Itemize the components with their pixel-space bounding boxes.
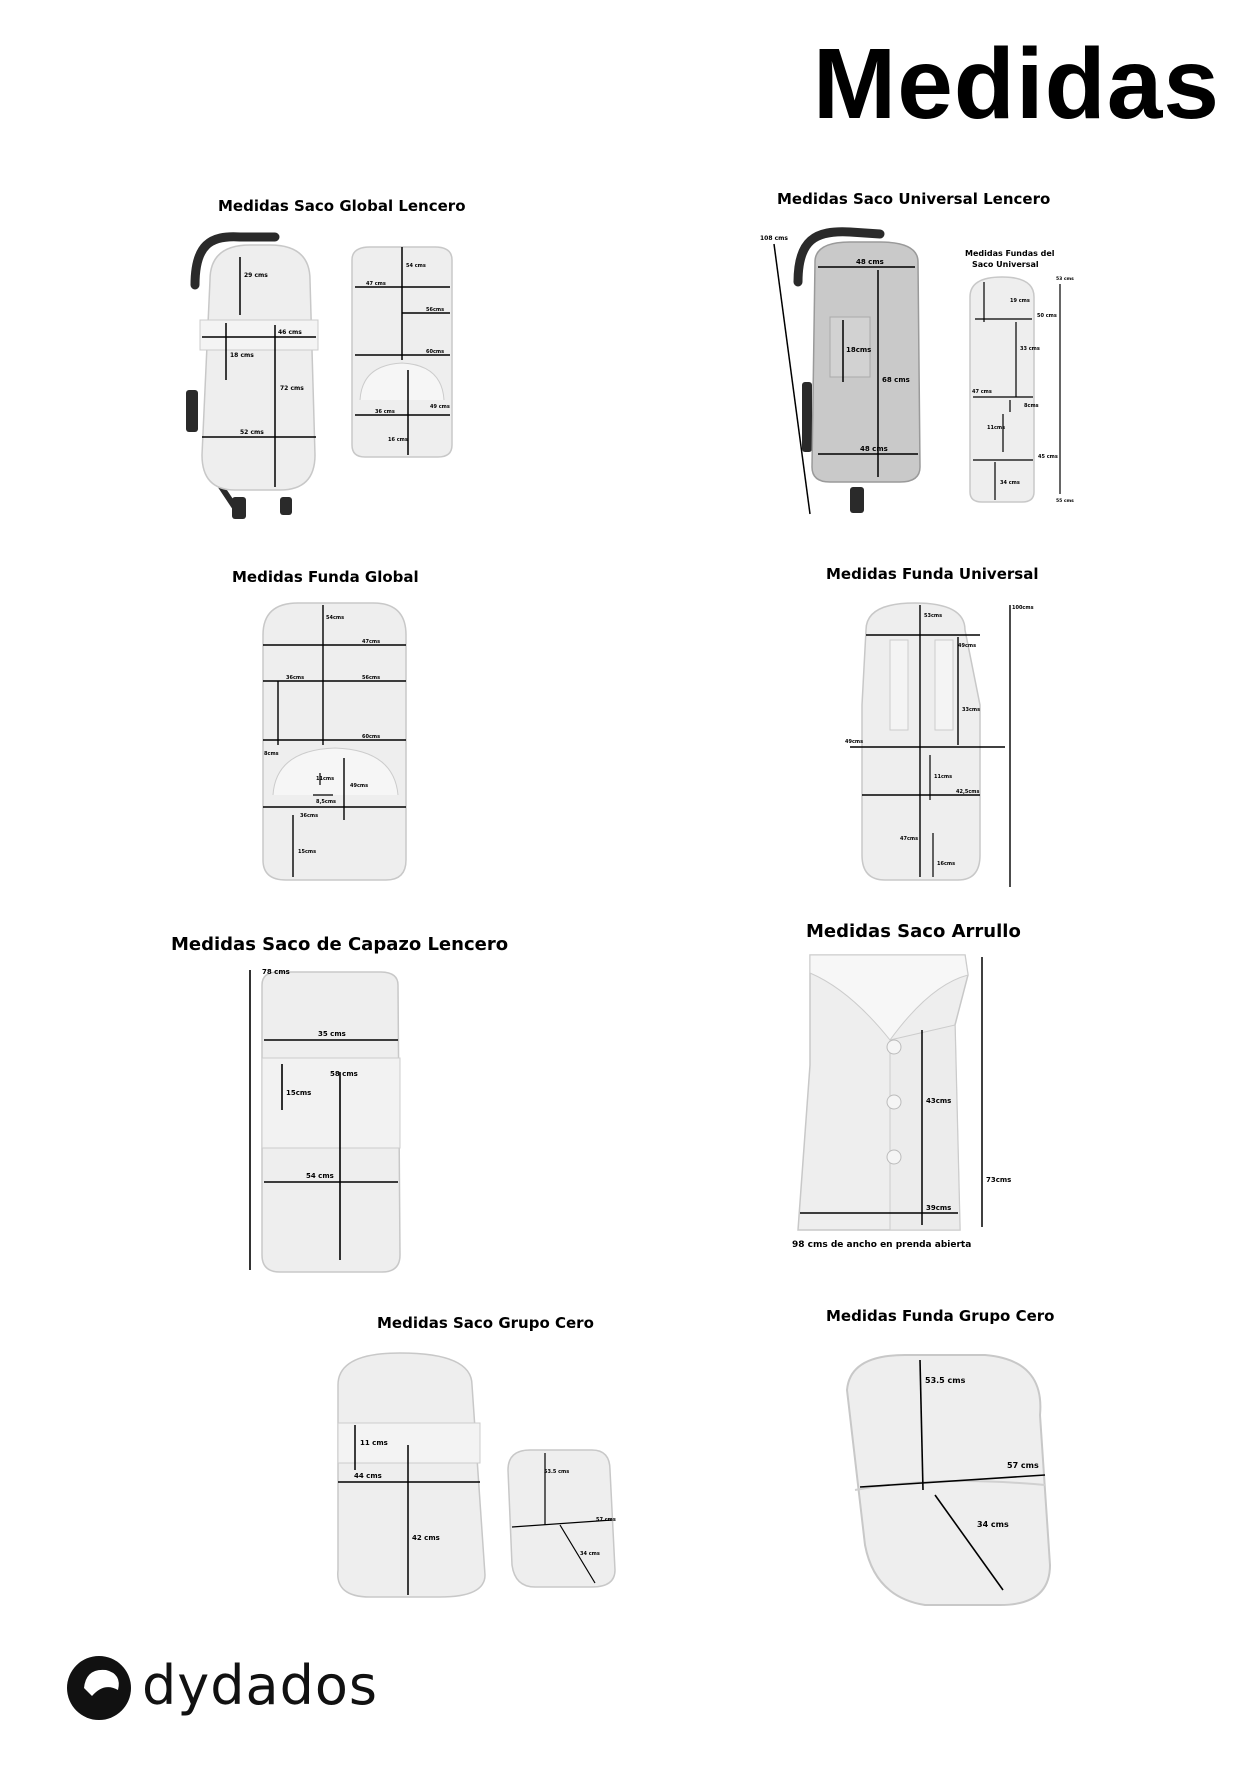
saco-arrullo-title: Medidas Saco Arrullo bbox=[806, 921, 1021, 942]
saco-grupo-cero-label-6: 34 cms bbox=[580, 1551, 600, 1557]
funda-universal-label-4: 33cms bbox=[962, 707, 981, 713]
funda-universal-label-5: 49cms bbox=[845, 739, 864, 745]
saco-arrullo-note: 98 cms de ancho en prenda abierta bbox=[792, 1240, 972, 1250]
saco-grupo-cero-label-3: 42 cms bbox=[412, 1534, 440, 1542]
saco-universal-label-13: 45 cms bbox=[1038, 454, 1058, 460]
saco-capazo-title: Medidas Saco de Capazo Lencero bbox=[171, 934, 509, 955]
funda-universal-label-7: 42,5cms bbox=[956, 789, 980, 795]
saco-capazo-label-5: 54 cms bbox=[306, 1172, 334, 1180]
saco-universal-label-11: 8cms bbox=[1024, 403, 1039, 409]
saco-global-label-1: 29 cms bbox=[244, 272, 268, 279]
saco-global-label-12: 16 cms bbox=[388, 437, 408, 443]
page-title: Medidas bbox=[812, 28, 1220, 140]
funda-universal-label-1: 53cms bbox=[924, 613, 943, 619]
funda-universal-label-8: 47cms bbox=[900, 836, 919, 842]
saco-global-label-9: 60cms bbox=[426, 349, 445, 355]
saco-global-title: Medidas Saco Global Lencero bbox=[218, 197, 466, 215]
saco-global-figure bbox=[180, 225, 490, 520]
funda-universal-title: Medidas Funda Universal bbox=[826, 565, 1039, 583]
funda-global-label-11: 15cms bbox=[298, 849, 317, 855]
saco-universal-label-7: 19 cms bbox=[1010, 298, 1030, 304]
funda-universal-figure bbox=[840, 595, 1060, 895]
saco-universal-label-9: 33 cms bbox=[1020, 346, 1040, 352]
funda-grupo-cero-figure bbox=[835, 1335, 1075, 1615]
saco-arrullo-label-1: 43cms bbox=[926, 1097, 952, 1105]
saco-capazo-label-3: 58 cms bbox=[330, 1070, 358, 1078]
saco-universal-label-10: 47 cms bbox=[972, 389, 992, 395]
saco-global-label-4: 72 cms bbox=[280, 385, 304, 392]
brand-logo bbox=[64, 1646, 394, 1726]
funda-global-label-6: 8cms bbox=[264, 751, 279, 757]
saco-capazo-figure bbox=[240, 960, 420, 1280]
button-icon-3 bbox=[887, 1150, 901, 1164]
saco-universal-subtitle-2: Saco Universal bbox=[972, 260, 1039, 269]
funda-global-label-10: 36cms bbox=[300, 813, 319, 819]
funda-universal-label-9: 16cms bbox=[937, 861, 956, 867]
saco-grupo-cero-title: Medidas Saco Grupo Cero bbox=[377, 1314, 594, 1332]
saco-global-label-8: 56cms bbox=[426, 307, 445, 313]
saco-global-label-3: 18 cms bbox=[230, 352, 254, 359]
funda-grupo-cero-title: Medidas Funda Grupo Cero bbox=[826, 1307, 1055, 1325]
saco-arrullo-label-2: 73cms bbox=[986, 1176, 1012, 1184]
saco-global-label-7: 47 cms bbox=[366, 281, 386, 287]
funda-grupo-cero-label-2: 57 cms bbox=[1007, 1461, 1039, 1470]
saco-capazo-label-4: 15cms bbox=[286, 1089, 312, 1097]
saco-universal-label-8: 50 cms bbox=[1037, 313, 1057, 319]
saco-arrullo-label-3: 39cms bbox=[926, 1204, 952, 1212]
saco-grupo-cero-label-1: 11 cms bbox=[360, 1439, 388, 1447]
saco-global-label-2: 46 cms bbox=[278, 329, 302, 336]
dydados-logo-icon bbox=[64, 1646, 134, 1726]
funda-global-label-9: 8,5cms bbox=[316, 799, 337, 805]
saco-global-label-11: 49 cms bbox=[430, 404, 450, 410]
saco-universal-figure bbox=[760, 222, 1100, 527]
saco-capazo-label-1: 78 cms bbox=[262, 968, 290, 976]
saco-universal-label-2: 48 cms bbox=[856, 258, 884, 266]
saco-arrullo-figure bbox=[790, 945, 1010, 1245]
funda-grupo-cero-label-1: 53.5 cms bbox=[925, 1376, 966, 1385]
button-icon-2 bbox=[887, 1095, 901, 1109]
funda-universal-label-3: 49cms bbox=[958, 643, 977, 649]
saco-universal-label-14: 34 cms bbox=[1000, 480, 1020, 486]
funda-global-label-7: 11cms bbox=[316, 776, 335, 782]
saco-universal-label-1: 108 cms bbox=[760, 235, 788, 242]
saco-capazo-label-2: 35 cms bbox=[318, 1030, 346, 1038]
saco-universal-label-3: 18cms bbox=[846, 346, 872, 354]
funda-global-label-1: 54cms bbox=[326, 615, 345, 621]
saco-universal-label-5: 48 cms bbox=[860, 445, 888, 453]
funda-global-title: Medidas Funda Global bbox=[232, 568, 419, 586]
funda-global-label-8: 49cms bbox=[350, 783, 369, 789]
funda-global-figure bbox=[258, 595, 418, 885]
funda-global-label-4: 56cms bbox=[362, 675, 381, 681]
funda-grupo-cero-label-3: 34 cms bbox=[977, 1520, 1009, 1529]
saco-global-label-6: 54 cms bbox=[406, 263, 426, 269]
saco-universal-subtitle-1: Medidas Fundas del bbox=[965, 249, 1055, 258]
funda-global-label-2: 47cms bbox=[362, 639, 381, 645]
button-icon-1 bbox=[887, 1040, 901, 1054]
funda-global-label-5: 60cms bbox=[362, 734, 381, 740]
saco-universal-label-4: 68 cms bbox=[882, 376, 910, 384]
funda-universal-label-6: 11cms bbox=[934, 774, 953, 780]
saco-universal-title: Medidas Saco Universal Lencero bbox=[777, 190, 1051, 208]
saco-universal-label-6: 53 cms bbox=[1056, 277, 1074, 282]
saco-global-label-10: 36 cms bbox=[375, 409, 395, 415]
saco-grupo-cero-label-2: 44 cms bbox=[354, 1472, 382, 1480]
saco-grupo-cero-figure bbox=[330, 1345, 630, 1605]
saco-grupo-cero-label-5: 57 cms bbox=[596, 1517, 616, 1523]
saco-global-label-5: 52 cms bbox=[240, 429, 264, 436]
saco-universal-label-12: 11cms bbox=[987, 425, 1006, 431]
funda-universal-label-2: 100cms bbox=[1012, 605, 1034, 611]
saco-grupo-cero-label-4: 53.5 cms bbox=[544, 1469, 570, 1475]
funda-global-label-3: 36cms bbox=[286, 675, 305, 681]
brand-name: dydados bbox=[142, 1654, 379, 1717]
saco-universal-label-15: 55 cms bbox=[1056, 499, 1074, 504]
